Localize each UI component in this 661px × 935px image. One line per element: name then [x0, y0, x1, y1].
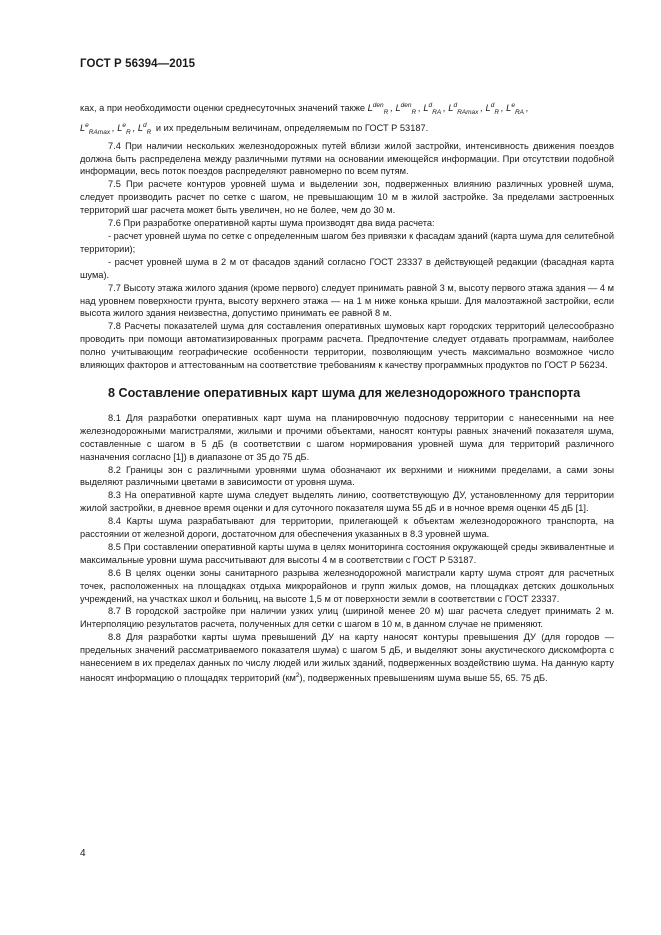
intro-paragraph [80, 100, 614, 140]
paragraph-8-6: 8.6 В целях оценки зоны санитарного разрыва железнодорожной магистрали карту шума строят для расчетных точек, расположенных на площадках отдыха микрорайонов и групп жилых домов, на площадках детских дошкольных учреждений, на участках школ и больниц, на высоте 1,5 м от поверхности земли в соответствии с ГОСТ 23337. [80, 567, 614, 604]
paragraph-7-5: 7.5 При расчете контуров уровней шума и выделении зон, подверженных влиянию различных уровней шума, следует производить расчет по сетке с шагом, не превышающим 10 м в жилой застройке. За пределами застроенных территорий шаг расчета может быть увеличен, но не более, чем до 30 м. [80, 179, 614, 216]
paragraph-8-4: 8.4 Карты шума разрабатывают для территории, прилегающей к объектам железнодорожного транспорта, на расстоянии от железной дороги, достаточном для обеспечения указанных в 8.3 уровней шума. [80, 516, 614, 540]
formula-symbol: $L^{den}_R$ [395, 102, 417, 116]
paragraph-7-8: 7.8 Расчеты показателей шума для составления оперативных шумовых карт городских территорий целесообразно проводить при помощи автоматизированных программ расчета. Предпочтение следует отдавать программам, наиболее полно учитывающим географические особенности территории, позволяющим учесть максимально возможное число влияющих факторов и аттестованным на соответствие требованиям к качеству программных продуктов по ГОСТ Р 56234. [80, 321, 614, 371]
paragraph-8-7: 8.7 В городской застройке при наличии узких улиц (шириной менее 20 м) шаг расчета следует принимать 2 м. Интерполяцию результатов расчета, полученных для сетки с шагом в 10 м, в данном случае не применяют. [80, 606, 614, 630]
section-title: 8 Составление оперативных карт шума для железнодорожного транспорта [108, 385, 581, 400]
paragraph-8-8-tail: ), подверженных превышениям шума выше 55, 65. 75 дБ. [299, 673, 548, 684]
paragraph-8-8-main: 8.8 Для разработки карты шума превышений ДУ на карту наносят контуры превышения ДУ (для городов — предельных значений рассматриваемого показателя шума) с шагом 5 дБ, и выделяют зоны акустического дискомфорта с нанесением в их пределах данных по числу людей или жилых зданий, подверженных воздействию шума. На данную карту наносят информацию о площадях территорий (км [80, 632, 614, 684]
formula-symbol: $L^e_{RA}$ [506, 102, 524, 116]
intro-formula: $L^{den}_R$ , $L^{den}_R$ , $L^d_{RA}$ , $L^d_{RAmax}$ , $L^d_R$ , $L^e_{RA}$ , [368, 103, 529, 113]
paragraph-7-7: 7.7 Высоту этажа жилого здания (кроме первого) следует принимать равной 3 м, высоту первого этажа здания — 4 м над уровнем поверхности грунта, высоту верхнего этажа — на 1 м ниже конька крыши. Для малоэтажной застройки, если высота жилого здания неизвестна, допустимо принимать ее равной 8 м. [80, 282, 614, 319]
formula-symbol: $L^d_{RA}$ [423, 102, 442, 116]
paragraph-8-5: 8.5 При составлении оперативной карты шума в целях мониторинга состояния окружающей среды эквивалентные и максимальные уровни шума рассчитывают для высоты 4 м в соответствии с ГОСТ Р 53187. [80, 541, 614, 565]
paragraph-8-3: 8.3 На оперативной карте шума следует выделять линию, соответствующую ДУ, установленному для территории жилой застройки, в дневное время оценки и для суточного показателя шума 55 дБ и в ночное время оценки 45 дБ [1]. [80, 490, 614, 514]
superscript: 2 [295, 672, 300, 679]
intro-lead: ках, а при необходимости оценки среднесуточных значений также [80, 103, 366, 114]
intro-tail: и их предельным величинам, определяемым по ГОСТ Р 53187. [155, 122, 429, 133]
page-number: 4 [80, 848, 86, 859]
intro-formula-line2: $L^e_{RAmax}$ , $L^e_R$ , $L^d_R$ [80, 123, 156, 133]
paragraph-8-2: 8.2 Границы зон с различными уровнями шума обозначают их верхними и нижними пределами, а сами зоны выделяют различными цветами в зависимости от уровня шума. [80, 464, 614, 488]
paragraph-7-4: 7.4 При наличии нескольких железнодорожных путей вблизи жилой застройки, интенсивность движения поездов должна быть распределена между различными путями на основании имеющейся информации. При отсутствии подобной информации, весь поток поездов распределяют равномерно по всем путям. [80, 140, 614, 177]
formula-symbol: $L^d_R$ [137, 121, 152, 136]
list-item: - расчет уровней шума в 2 м от фасадов зданий согласно ГОСТ 23337 в действующей редакции (фасадная карта шума). [80, 256, 614, 280]
formula-symbol: $L^e_R$ [117, 121, 131, 136]
formula-symbol: $L^d_{RAmax}$ [448, 102, 479, 116]
list-item: - расчет уровней шума по сетке с определенным шагом без привязки к фасадам зданий (карта шума для селитебной территории); [80, 231, 614, 254]
paragraph-8-1: 8.1 Для разработки оперативных карт шума на планировочную подоснову территории с нанесенными на нее железнодорожными магистралями, жилыми и прочими объектами, наносят контуры равных значений показателя шума, составленные с шагом в 5 дБ (в соответствии с шагом нормирования уровней шума для территорий различного назначения согласно [1]) в диапазоне от 35 до 75 дБ. [80, 412, 614, 462]
formula-symbol: $L^{den}_R$ [367, 102, 389, 116]
standard-header: ГОСТ Р 56394—2015 [80, 58, 196, 70]
formula-symbol: $L^e_{RAmax}$ [80, 121, 111, 136]
document-body [80, 100, 614, 685]
paragraph-8-8 [80, 631, 614, 685]
paragraph-7-6: 7.6 При разработке оперативной карты шума производят два вида расчета: [108, 218, 435, 229]
formula-symbol: $L^d_R$ [485, 102, 500, 116]
